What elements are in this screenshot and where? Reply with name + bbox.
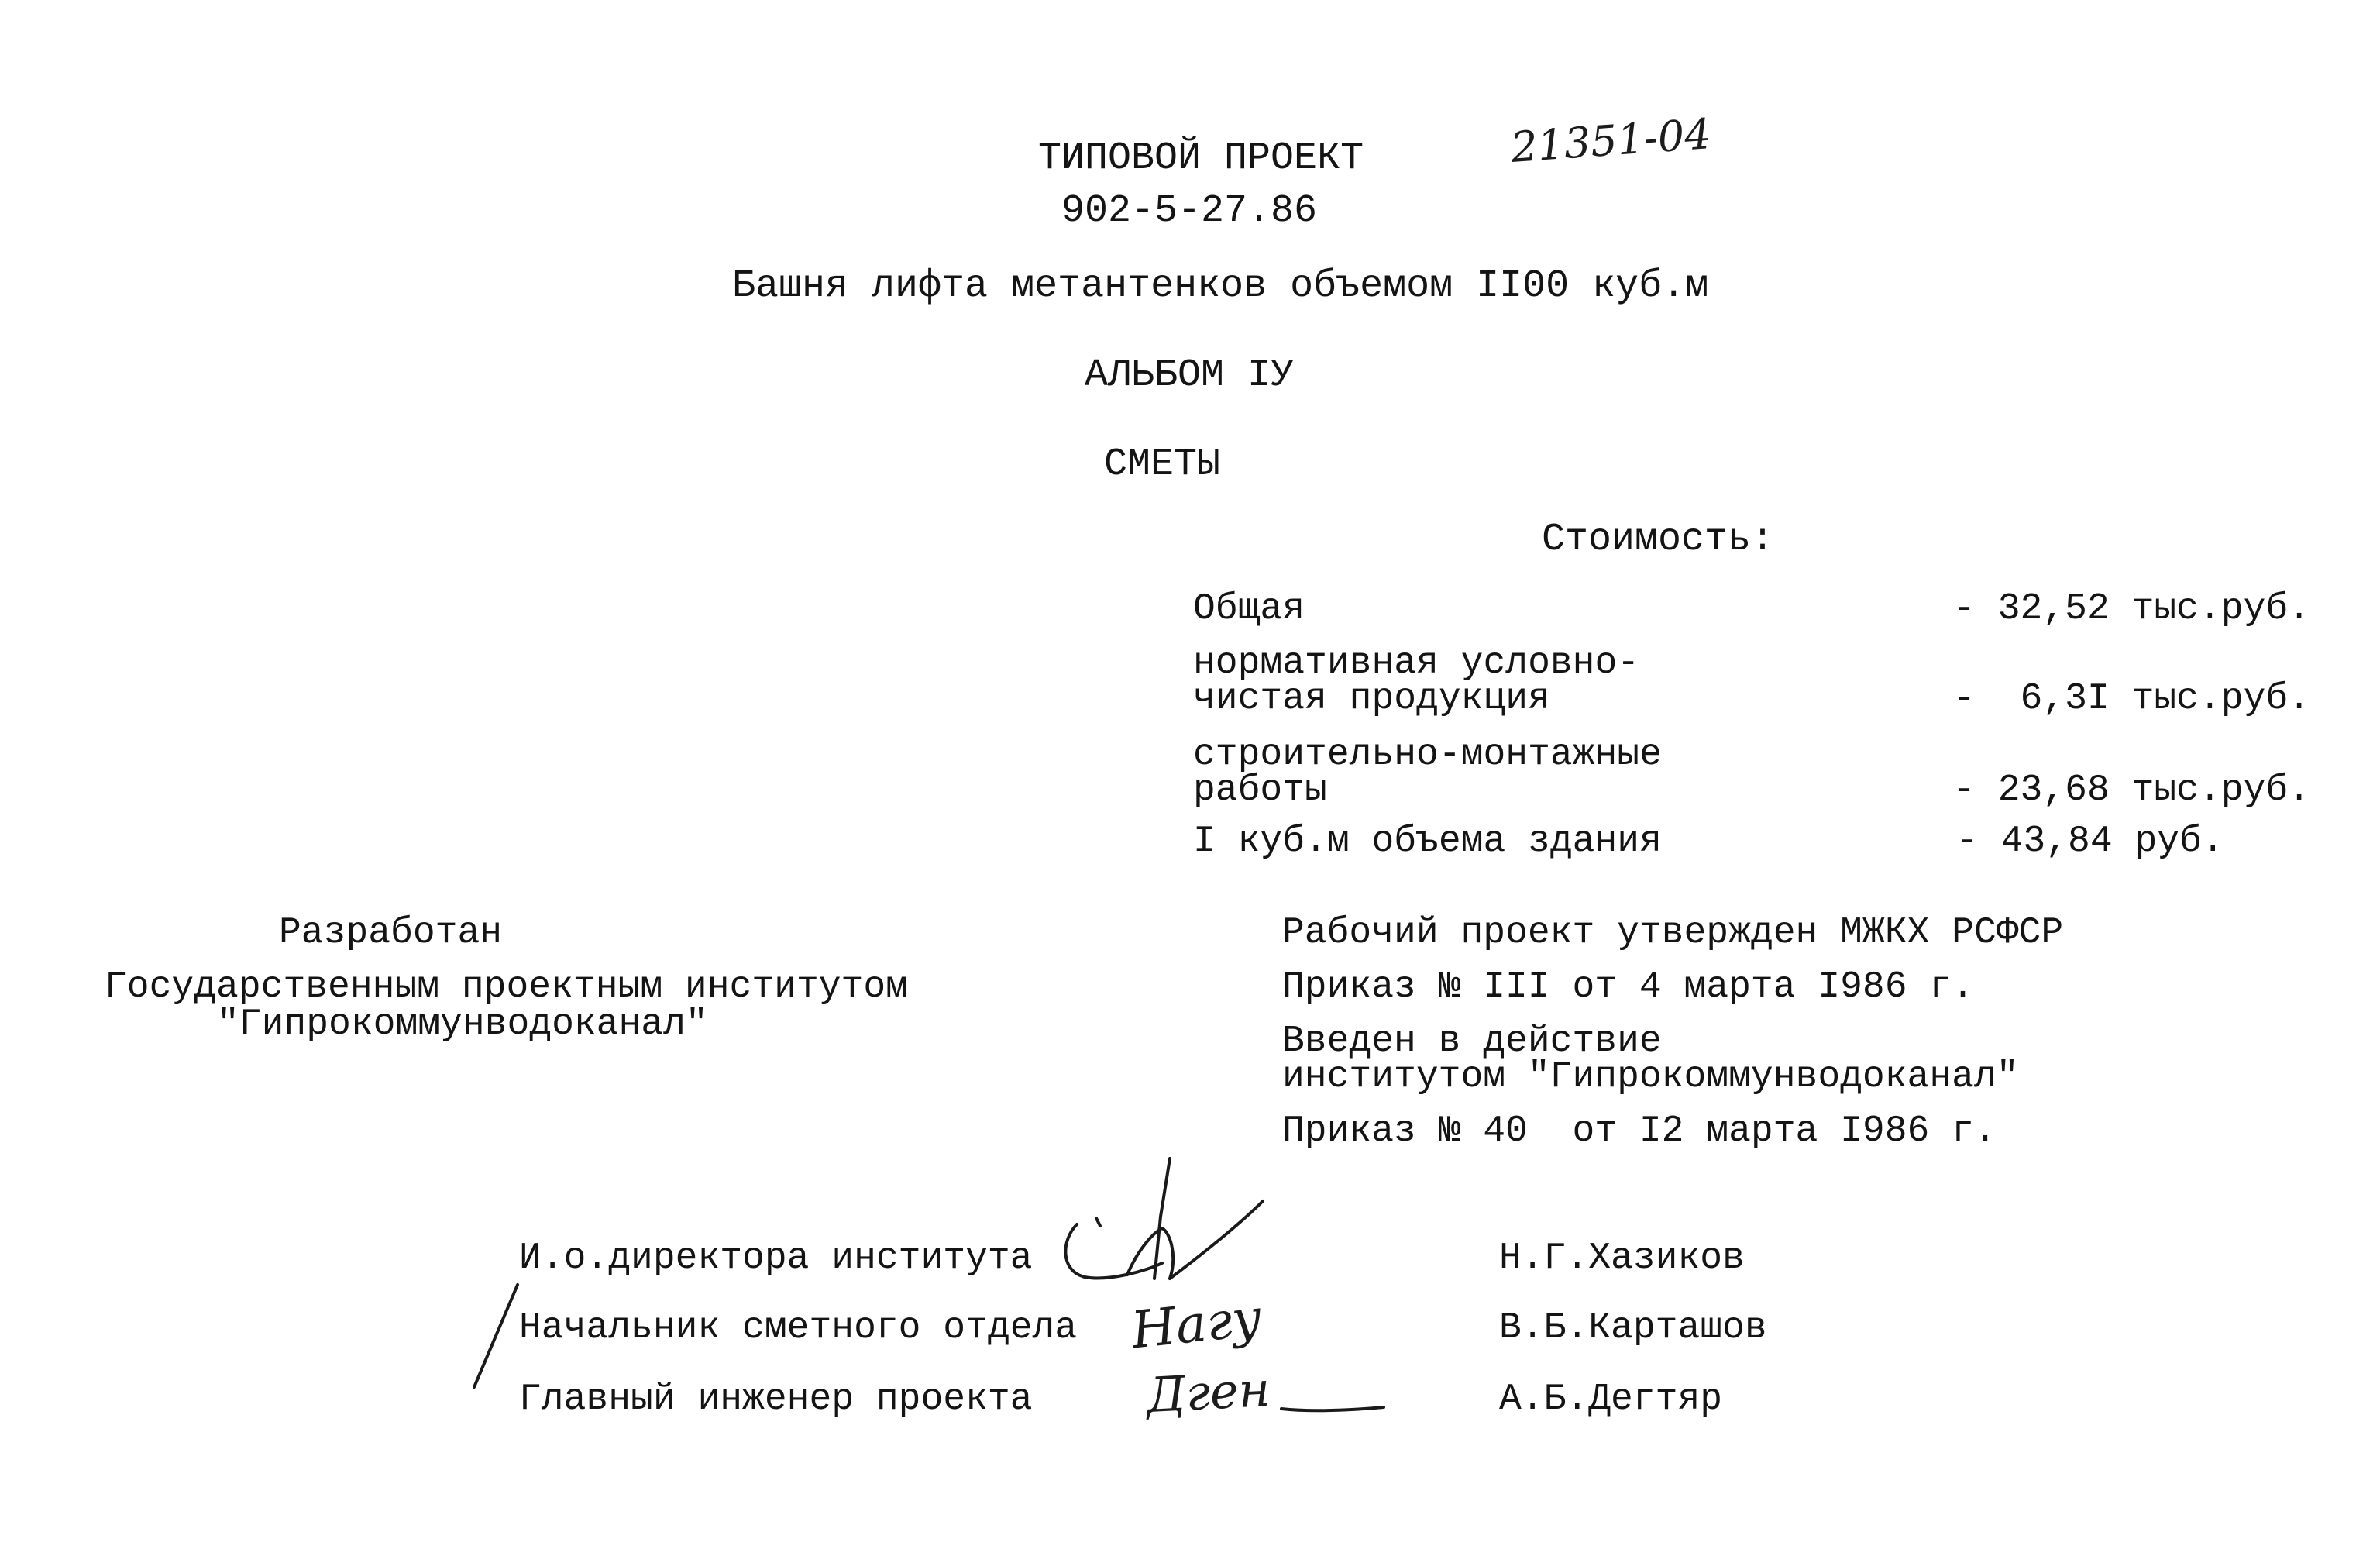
cost-value-construction: - 23,68 тыс.руб. — [1953, 769, 2310, 811]
signatory-position: Главный инженер проекта — [519, 1379, 1033, 1420]
cost-label-total: Общая — [1193, 588, 1305, 630]
enactment-statement: Введен в действие — [1282, 1021, 1662, 1062]
approval-statement: Рабочий проект утвержден МЖКХ РСФСР — [1282, 912, 2064, 954]
estimate-head-signature: Нагу — [1128, 1287, 1265, 1361]
signatory-position: Начальник сметного отдела — [519, 1307, 1078, 1349]
developer-institute: Государственным проектным институтом — [105, 966, 908, 1008]
approval-order: Приказ № III от 4 марта I986 г. — [1282, 966, 1974, 1008]
cost-label-per-cubic-meter: I куб.м объема здания — [1193, 821, 1662, 862]
cost-value-per-cubic-meter: - 43,84 руб. — [1956, 821, 2224, 862]
signatory-name: В.Б.Карташов — [1499, 1307, 1767, 1349]
developer-institute-name: "Гипрокоммунводоканал" — [217, 1003, 708, 1045]
cost-label-net-output: нормативная условно- — [1193, 642, 1640, 684]
project-number: 902-5-27.86 — [1061, 189, 1318, 233]
signatory-name: Н.Г.Хазиков — [1499, 1238, 1745, 1279]
section-title: СМЕТЫ — [1104, 442, 1221, 487]
handwritten-archive-code: 21351-04 — [1509, 109, 1713, 172]
cost-value-net-output: - 6,3I тыс.руб. — [1953, 678, 2310, 720]
director-signature — [1054, 1155, 1271, 1294]
correction-mark — [465, 1279, 527, 1395]
project-title: Башня лифта метантенков объемом II00 куб.м — [732, 264, 1709, 308]
cost-label-construction: работы — [1193, 769, 1327, 811]
enactment-order: Приказ № 40 от I2 марта I986 г. — [1282, 1110, 1997, 1152]
chief-engineer-signature-tail — [1278, 1395, 1387, 1418]
developer-label: Разработан — [279, 912, 503, 954]
album-number: АЛЬБОМ IУ — [1085, 353, 1295, 398]
signatory-name: А.Б.Дегтяр — [1499, 1379, 1723, 1420]
enactment-institute: институтом "Гипрокоммунводоканал" — [1282, 1056, 2019, 1098]
cost-label-construction: строительно-монтажные — [1193, 734, 1662, 776]
signatory-position: И.о.директора института — [519, 1238, 1033, 1279]
cost-value-total: - 32,52 тыс.руб. — [1953, 588, 2310, 630]
cost-label-net-output: чистая продукция — [1193, 678, 1550, 720]
chief-engineer-signature: Дген — [1145, 1360, 1272, 1424]
doc-type-heading: ТИПОВОЙ ПРОЕКТ — [1038, 136, 1364, 181]
cost-heading: Стоимость: — [1542, 518, 1775, 562]
